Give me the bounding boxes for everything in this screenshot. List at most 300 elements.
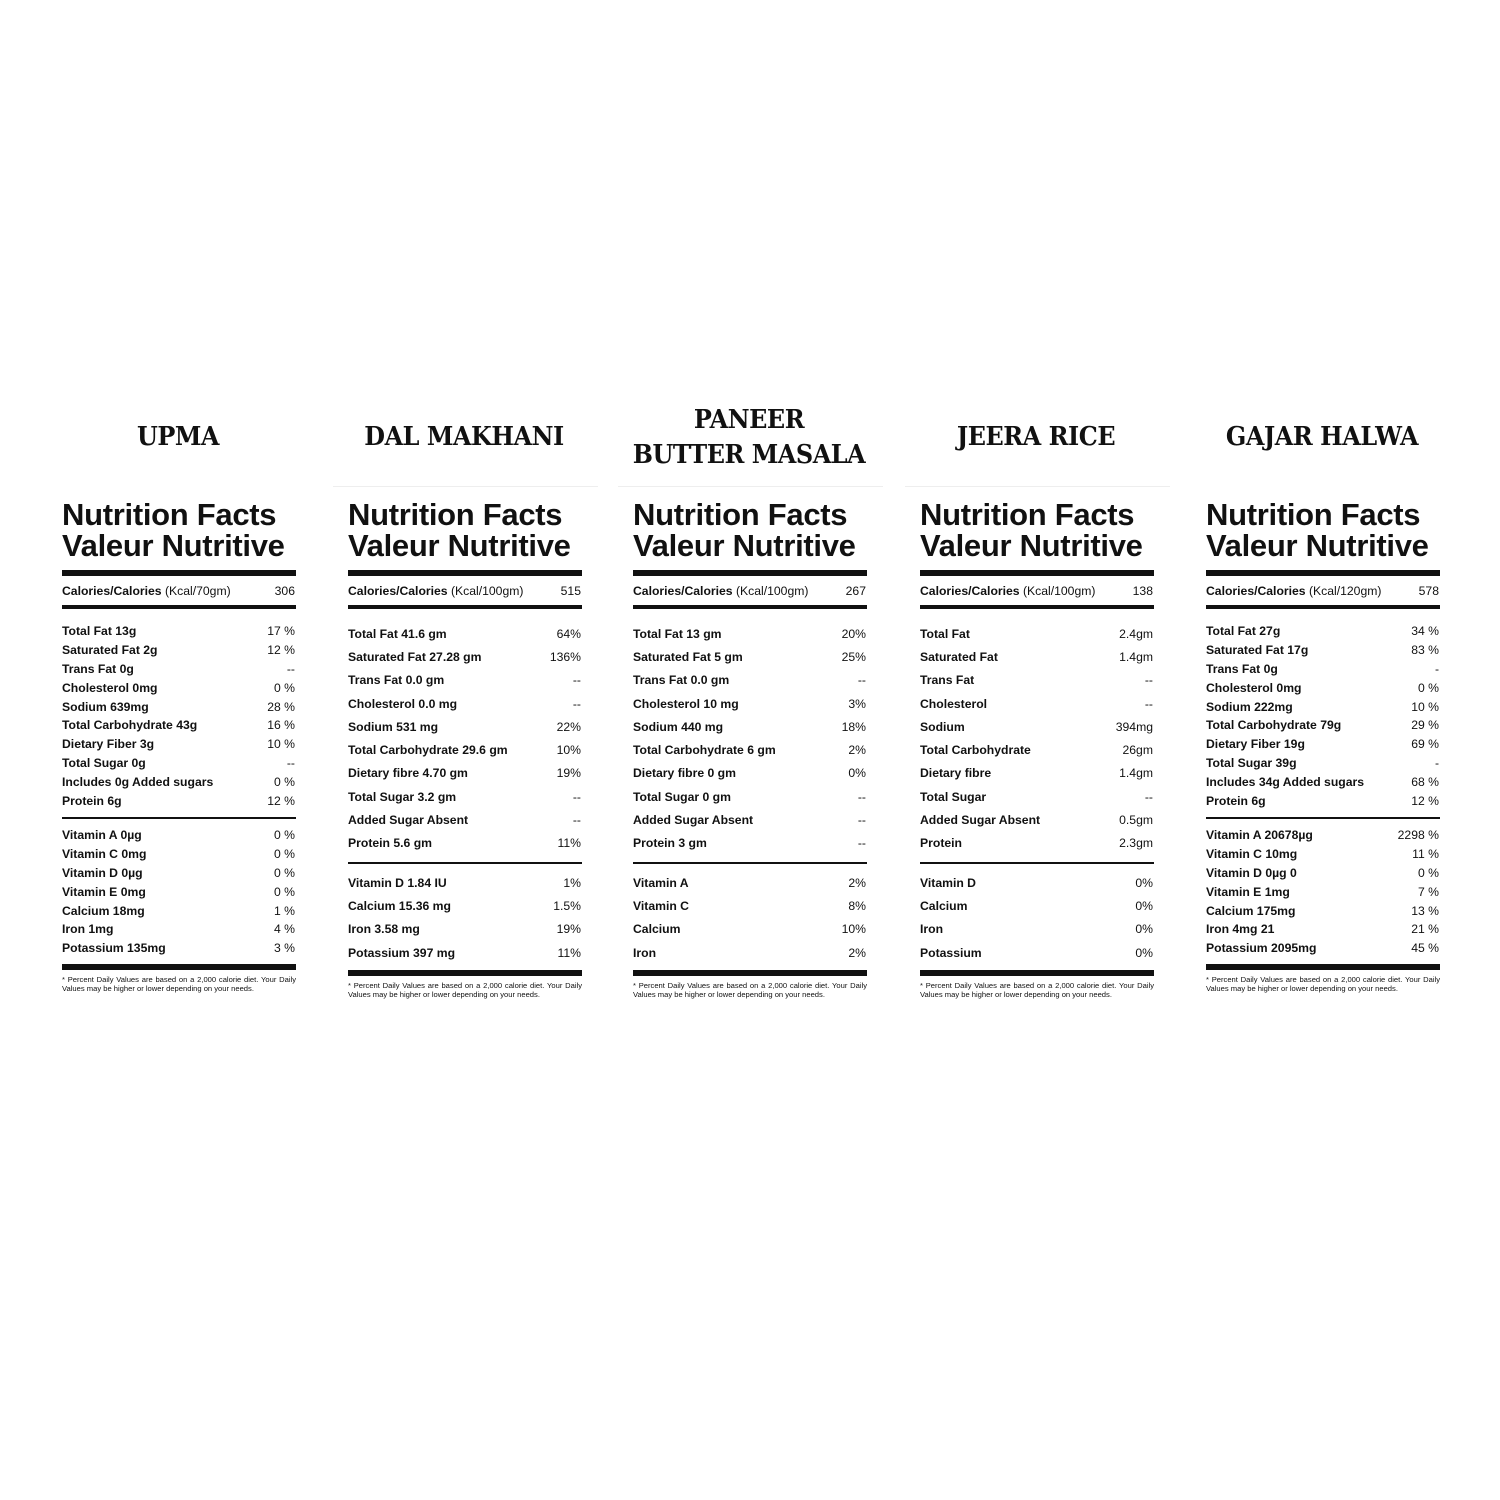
vitamin-row [62, 882, 296, 901]
nutrient-row [348, 645, 582, 668]
vitamin-name: Iron [633, 945, 657, 960]
vitamin-name: Vitamin A 20678µg [1206, 828, 1313, 843]
nutrient-row [633, 808, 867, 831]
nutrient-row [920, 832, 1154, 855]
nutrient-name: Total Carbohydrate 79g [1206, 718, 1342, 733]
vitamin-row [633, 918, 867, 941]
nutrient-name: Total Carbohydrate 6 gm [633, 743, 776, 758]
nutrient-row [1206, 754, 1440, 773]
calories-label: Calories/Calories [348, 583, 448, 598]
vitamin-name: Iron 4mg 21 [1206, 922, 1275, 937]
nutrient-value: 2.4gm [1119, 626, 1153, 641]
calories-row [1206, 576, 1440, 605]
vitamin-value: 0 % [273, 828, 295, 843]
thick-rule [62, 964, 296, 970]
nutrient-value: -- [857, 673, 866, 688]
dish-title: DAL MAKHANI [364, 422, 564, 452]
vitamin-row [348, 871, 582, 894]
nutrient-name: Cholesterol 10 mg [633, 696, 739, 711]
vitamin-value: 3 % [273, 941, 295, 956]
calories-label-group [348, 584, 523, 598]
calories-value: 267 [845, 583, 866, 598]
nutrient-row [348, 832, 582, 855]
nutrient-name: Total Fat 13 gm [633, 626, 722, 641]
thin-rule [920, 862, 1154, 864]
nutrient-row [1206, 716, 1440, 735]
nutrient-row [62, 754, 296, 773]
vitamin-name: Vitamin D 1.84 IU [348, 875, 447, 890]
vitamin-row [1206, 939, 1440, 958]
nutrient-row [1206, 791, 1440, 810]
daily-value-footnote: * Percent Daily Values are based on a 2,000 calorie diet. Your Daily Values may be higher or lower depending on your needs. [62, 974, 296, 993]
nutrient-name: Sodium 531 mg [348, 719, 439, 734]
nutrient-name: Protein [920, 836, 962, 851]
vitamin-value: 21 % [1411, 922, 1439, 937]
vitamin-row [348, 918, 582, 941]
nutrient-name: Cholesterol 0mg [62, 680, 158, 695]
nutrient-name: Sodium 440 mg [633, 719, 724, 734]
nutrient-value: 0% [848, 766, 866, 781]
nutrient-value: - [1434, 755, 1439, 770]
nutrient-value: -- [572, 789, 581, 804]
nutrient-row [633, 669, 867, 692]
medium-rule [348, 605, 582, 609]
product-column [1177, 0, 1467, 1500]
nutrition-facts-panel [1206, 495, 1440, 993]
nutrient-value: 12 % [1411, 793, 1439, 808]
calories-unit: (Kcal/100gm) [735, 583, 809, 598]
nutrient-row [633, 692, 867, 715]
vitamin-name: Iron 3.58 mg [348, 922, 420, 937]
nutrient-row [62, 772, 296, 791]
nutrient-name: Includes 0g Added sugars [62, 774, 214, 789]
vitamin-value: 0 % [273, 865, 295, 880]
nutrient-value: - [1434, 661, 1439, 676]
thin-rule [1206, 817, 1440, 819]
nutrient-value: 64% [556, 626, 581, 641]
thick-rule [920, 970, 1154, 976]
nutrient-name: Total Sugar 39g [1206, 755, 1297, 770]
divider [333, 486, 598, 487]
vitamin-value: 0 % [273, 847, 295, 862]
nutrient-value: -- [286, 661, 295, 676]
vitamin-name: Iron 1mg [62, 922, 114, 937]
nutrient-row [62, 678, 296, 697]
vitamin-row [633, 894, 867, 917]
vitamin-row [348, 894, 582, 917]
vitamin-name: Calcium 18mg [62, 903, 145, 918]
vitamin-row [633, 871, 867, 894]
nutrient-name: Sodium 639mg [62, 699, 149, 714]
product-column [891, 0, 1181, 1500]
vitamin-name: Vitamin D [920, 875, 976, 890]
nutrient-name: Total Carbohydrate 43g [62, 718, 198, 733]
nutrient-name: Includes 34g Added sugars [1206, 774, 1365, 789]
title-french: Valeur Nutritive [633, 528, 856, 563]
nutrient-row [62, 791, 296, 810]
nutrient-row [920, 785, 1154, 808]
calories-row [62, 576, 296, 605]
vitamin-name: Calcium 175mg [1206, 903, 1296, 918]
nutrient-value: 20% [841, 626, 866, 641]
nutrient-name: Sodium [920, 719, 965, 734]
vitamin-name: Vitamin C 10mg [1206, 847, 1298, 862]
product-column [319, 0, 609, 1500]
vitamin-value: 13 % [1411, 903, 1439, 918]
nutrient-row [633, 738, 867, 761]
nutrient-value: 18% [841, 719, 866, 734]
thin-rule [62, 817, 296, 819]
calories-label-group [62, 584, 231, 598]
nutrient-name: Total Fat 41.6 gm [348, 626, 447, 641]
nutrient-name: Total Carbohydrate [920, 743, 1031, 758]
medium-rule [633, 605, 867, 609]
nutrient-name: Total Fat [920, 626, 970, 641]
nutrient-value: 29 % [1411, 718, 1439, 733]
vitamin-value: 2% [848, 875, 866, 890]
nutrient-row [633, 645, 867, 668]
nutrient-value: 0 % [273, 680, 295, 695]
vitamin-name: Potassium [920, 945, 982, 960]
nutrient-name: Total Carbohydrate 29.6 gm [348, 743, 508, 758]
nutrient-value: -- [1144, 789, 1153, 804]
title-english: Nutrition Facts [1206, 497, 1421, 532]
vitamin-value: 0 % [273, 884, 295, 899]
nutrient-value: -- [572, 813, 581, 828]
nutrient-row [920, 808, 1154, 831]
nutrient-value: 22% [556, 719, 581, 734]
calories-label-group [920, 584, 1095, 598]
nutrient-name: Protein 3 gm [633, 836, 707, 851]
nutrient-row [633, 832, 867, 855]
nutrient-value: 34 % [1411, 624, 1439, 639]
vitamin-value: 11% [557, 945, 581, 960]
nutrition-facts-panel [633, 495, 867, 999]
nutrient-value: 12 % [267, 643, 295, 658]
vitamin-name: Vitamin D 0µg [62, 865, 143, 880]
vitamin-row [62, 920, 296, 939]
calories-unit: (Kcal/100gm) [450, 583, 524, 598]
nutrient-value: 19% [556, 766, 581, 781]
title-english: Nutrition Facts [348, 497, 563, 532]
dish-title: JEERA RICE [956, 422, 1116, 452]
vitamin-value: 7 % [1417, 884, 1439, 899]
nutrient-name: Dietary Fiber 3g [62, 737, 155, 752]
vitamin-row [920, 894, 1154, 917]
vitamin-value: 19% [556, 922, 581, 937]
vitamin-value: 0 % [1417, 865, 1439, 880]
vitamin-name: Iron [920, 922, 944, 937]
calories-label: Calories/Calories [1206, 583, 1306, 598]
nutrient-row [1206, 641, 1440, 660]
medium-rule [1206, 605, 1440, 609]
thick-rule [633, 970, 867, 976]
vitamin-name: Potassium 2095mg [1206, 941, 1317, 956]
nutrient-value: 1.4gm [1119, 766, 1153, 781]
vitamin-value: 0% [1135, 898, 1153, 913]
nutrient-row [1206, 772, 1440, 791]
nutrient-value: -- [857, 836, 866, 851]
nutrient-row [633, 622, 867, 645]
nutrient-name: Trans Fat 0.0 gm [348, 673, 445, 688]
nutrient-value: 2.3gm [1119, 836, 1153, 851]
nutrient-name: Protein 5.6 gm [348, 836, 432, 851]
vitamin-name: Potassium 135mg [62, 941, 166, 956]
nutrient-value: 0 % [273, 774, 295, 789]
dish-title: UPMA [136, 422, 220, 452]
nutrient-row [633, 785, 867, 808]
calories-label-group [1206, 584, 1381, 598]
nutrient-name: Trans Fat [920, 673, 975, 688]
dish-title: GAJAR HALWA [1225, 422, 1419, 452]
vitamin-name: Vitamin A 0µg [62, 828, 142, 843]
nutrient-row [62, 660, 296, 679]
nutrient-row [348, 762, 582, 785]
nutrition-facts-panel [62, 495, 296, 993]
nutrient-value: 68 % [1411, 774, 1439, 789]
vitamin-row [62, 901, 296, 920]
daily-value-footnote: * Percent Daily Values are based on a 2,000 calorie diet. Your Daily Values may be higher or lower depending on your needs. [920, 981, 1154, 1000]
calories-label: Calories/Calories [62, 583, 162, 598]
vitamin-value: 0% [1135, 945, 1153, 960]
nutrient-value: -- [572, 673, 581, 688]
vitamin-row [62, 826, 296, 845]
nutrient-name: Saturated Fat 5 gm [633, 649, 743, 664]
vitamin-row [1206, 826, 1440, 845]
nutrient-value: 0.5gm [1119, 813, 1153, 828]
nutrient-value: 0 % [1417, 680, 1439, 695]
nutrient-value: 83 % [1411, 643, 1439, 658]
nutrient-name: Cholesterol 0.0 mg [348, 696, 458, 711]
medium-rule [62, 605, 296, 609]
vitamin-name: Vitamin C [633, 898, 689, 913]
nutrient-row [920, 762, 1154, 785]
vitamin-row [1206, 845, 1440, 864]
nutrient-name: Saturated Fat 27.28 gm [348, 649, 482, 664]
nutrient-value: 2% [848, 743, 866, 758]
nutrient-value: -- [1144, 696, 1153, 711]
nutrient-name: Added Sugar Absent [920, 813, 1041, 828]
vitamin-row [633, 941, 867, 964]
title-french: Valeur Nutritive [62, 528, 285, 563]
nutrient-name: Protein 6g [62, 793, 122, 808]
nutrient-row [348, 738, 582, 761]
vitamin-name: Calcium [920, 898, 968, 913]
vitamin-row [1206, 882, 1440, 901]
nutrient-row [633, 762, 867, 785]
nutrient-row [62, 716, 296, 735]
vitamin-row [920, 941, 1154, 964]
calories-value: 138 [1132, 583, 1153, 598]
nutrient-name: Total Sugar 0 gm [633, 789, 731, 804]
nutrient-row [62, 697, 296, 716]
calories-label-group [633, 584, 808, 598]
nutrient-value: 3% [848, 696, 866, 711]
nutrient-value: 10 % [267, 737, 295, 752]
vitamin-value: 4 % [273, 922, 295, 937]
daily-value-footnote: * Percent Daily Values are based on a 2,000 calorie diet. Your Daily Values may be higher or lower depending on your needs. [1206, 974, 1440, 993]
nutrient-row [1206, 660, 1440, 679]
nutrient-name: Total Fat 27g [1206, 624, 1281, 639]
vitamin-name: Calcium 15.36 mg [348, 898, 451, 913]
nutrient-row [920, 738, 1154, 761]
calories-label: Calories/Calories [633, 583, 733, 598]
nutrient-value: 10% [556, 743, 581, 758]
nutrient-name: Total Sugar 0g [62, 755, 146, 770]
vitamin-row [1206, 901, 1440, 920]
nutrient-row [348, 669, 582, 692]
nutrition-facts-panel [920, 495, 1154, 999]
thick-rule [348, 970, 582, 976]
vitamin-value: 2298 % [1397, 828, 1439, 843]
nutrient-value: 12 % [267, 793, 295, 808]
nutrient-value: -- [286, 755, 295, 770]
vitamin-name: Potassium 397 mg [348, 945, 456, 960]
vitamin-row [62, 864, 296, 883]
vitamin-name: Vitamin C 0mg [62, 847, 147, 862]
calories-row [920, 576, 1154, 605]
calories-value: 515 [560, 583, 581, 598]
vitamin-value: 1.5% [553, 898, 581, 913]
nutrient-name: Dietary fibre 0 gm [633, 766, 736, 781]
vitamin-value: 10% [841, 922, 866, 937]
calories-unit: (Kcal/120gm) [1308, 583, 1382, 598]
nutrient-row [920, 715, 1154, 738]
medium-rule [920, 605, 1154, 609]
vitamin-value: 1 % [273, 903, 295, 918]
calories-unit: (Kcal/100gm) [1022, 583, 1096, 598]
nutrient-row [62, 622, 296, 641]
title-french: Valeur Nutritive [348, 528, 571, 563]
calories-row [633, 576, 867, 605]
nutrient-name: Cholesterol [920, 696, 988, 711]
nutrient-name: Total Sugar 3.2 gm [348, 789, 457, 804]
vitamin-value: 2% [848, 945, 866, 960]
vitamin-row [1206, 864, 1440, 883]
thin-rule [348, 862, 582, 864]
nutrient-value: 69 % [1411, 737, 1439, 752]
nutrient-name: Protein 6g [1206, 793, 1266, 808]
vitamin-row [62, 845, 296, 864]
vitamin-name: Calcium [633, 922, 681, 937]
vitamin-value: 8% [848, 898, 866, 913]
nutrient-name: Trans Fat 0.0 gm [633, 673, 730, 688]
nutrient-value: 25% [841, 649, 866, 664]
nutrient-name: Dietary Fiber 19g [1206, 737, 1305, 752]
title-english: Nutrition Facts [62, 497, 277, 532]
nutrient-name: Added Sugar Absent [633, 813, 754, 828]
nutrient-value: 11% [557, 836, 581, 851]
vitamin-name: Vitamin E 0mg [62, 884, 146, 899]
daily-value-footnote: * Percent Daily Values are based on a 2,000 calorie diet. Your Daily Values may be higher or lower depending on your needs. [633, 981, 867, 1000]
nutrient-name: Total Sugar [920, 789, 987, 804]
vitamin-name: Vitamin A [633, 875, 689, 890]
nutrient-row [1206, 697, 1440, 716]
nutrient-value: -- [857, 813, 866, 828]
calories-label: Calories/Calories [920, 583, 1020, 598]
nutrient-name: Trans Fat 0g [1206, 661, 1278, 676]
thick-rule [1206, 964, 1440, 970]
nutrient-row [920, 645, 1154, 668]
nutrient-row [1206, 678, 1440, 697]
nutrient-row [62, 735, 296, 754]
nutrient-row [348, 808, 582, 831]
vitamin-value: 0% [1135, 922, 1153, 937]
vitamin-value: 1% [563, 875, 581, 890]
vitamin-value: 0% [1135, 875, 1153, 890]
nutrient-value: -- [1144, 673, 1153, 688]
nutrient-value: 136% [549, 649, 581, 664]
nutrient-row [920, 669, 1154, 692]
vitamin-row [348, 941, 582, 964]
vitamin-row [62, 939, 296, 958]
nutrient-name: Trans Fat 0g [62, 661, 134, 676]
nutrient-row [348, 692, 582, 715]
vitamin-row [920, 871, 1154, 894]
nutrient-name: Added Sugar Absent [348, 813, 469, 828]
nutrient-value: 10 % [1411, 699, 1439, 714]
dish-title: PANEER BUTTER MASALA [632, 404, 866, 470]
nutrient-name: Saturated Fat 17g [1206, 643, 1309, 658]
nutrient-value: 28 % [267, 699, 295, 714]
calories-row [348, 576, 582, 605]
nutrient-value: 26gm [1122, 743, 1153, 758]
calories-value: 578 [1418, 583, 1439, 598]
daily-value-footnote: * Percent Daily Values are based on a 2,000 calorie diet. Your Daily Values may be higher or lower depending on your needs. [348, 981, 582, 1000]
title-french: Valeur Nutritive [1206, 528, 1429, 563]
nutrient-row [920, 692, 1154, 715]
nutrient-name: Total Fat 13g [62, 624, 137, 639]
nutrition-facts-panel [348, 495, 582, 999]
vitamin-name: Vitamin D 0µg 0 [1206, 865, 1297, 880]
nutrient-name: Saturated Fat 2g [62, 643, 158, 658]
vitamin-row [920, 918, 1154, 941]
product-column [33, 0, 323, 1500]
nutrient-row [62, 641, 296, 660]
product-column [604, 0, 894, 1500]
nutrient-value: 1.4gm [1119, 649, 1153, 664]
nutrient-row [348, 785, 582, 808]
divider [618, 486, 883, 487]
nutrient-name: Dietary fibre 4.70 gm [348, 766, 468, 781]
vitamin-value: 45 % [1411, 941, 1439, 956]
nutrient-name: Sodium 222mg [1206, 699, 1293, 714]
nutrient-name: Cholesterol 0mg [1206, 680, 1302, 695]
vitamin-row [1206, 920, 1440, 939]
thin-rule [633, 862, 867, 864]
nutrient-value: -- [857, 789, 866, 804]
vitamin-name: Vitamin E 1mg [1206, 884, 1290, 899]
title-english: Nutrition Facts [920, 497, 1135, 532]
divider [905, 486, 1170, 487]
nutrient-value: 17 % [267, 624, 295, 639]
nutrient-row [348, 622, 582, 645]
nutrient-name: Saturated Fat [920, 649, 998, 664]
nutrient-row [1206, 735, 1440, 754]
nutrient-row [348, 715, 582, 738]
calories-unit: (Kcal/70gm) [164, 583, 231, 598]
calories-value: 306 [274, 583, 295, 598]
title-english: Nutrition Facts [633, 497, 848, 532]
nutrient-value: 394mg [1115, 719, 1153, 734]
nutrient-row [920, 622, 1154, 645]
nutrient-row [633, 715, 867, 738]
nutrient-row [1206, 622, 1440, 641]
nutrient-name: Dietary fibre [920, 766, 992, 781]
title-french: Valeur Nutritive [920, 528, 1143, 563]
nutrient-value: 16 % [267, 718, 295, 733]
nutrient-value: -- [572, 696, 581, 711]
